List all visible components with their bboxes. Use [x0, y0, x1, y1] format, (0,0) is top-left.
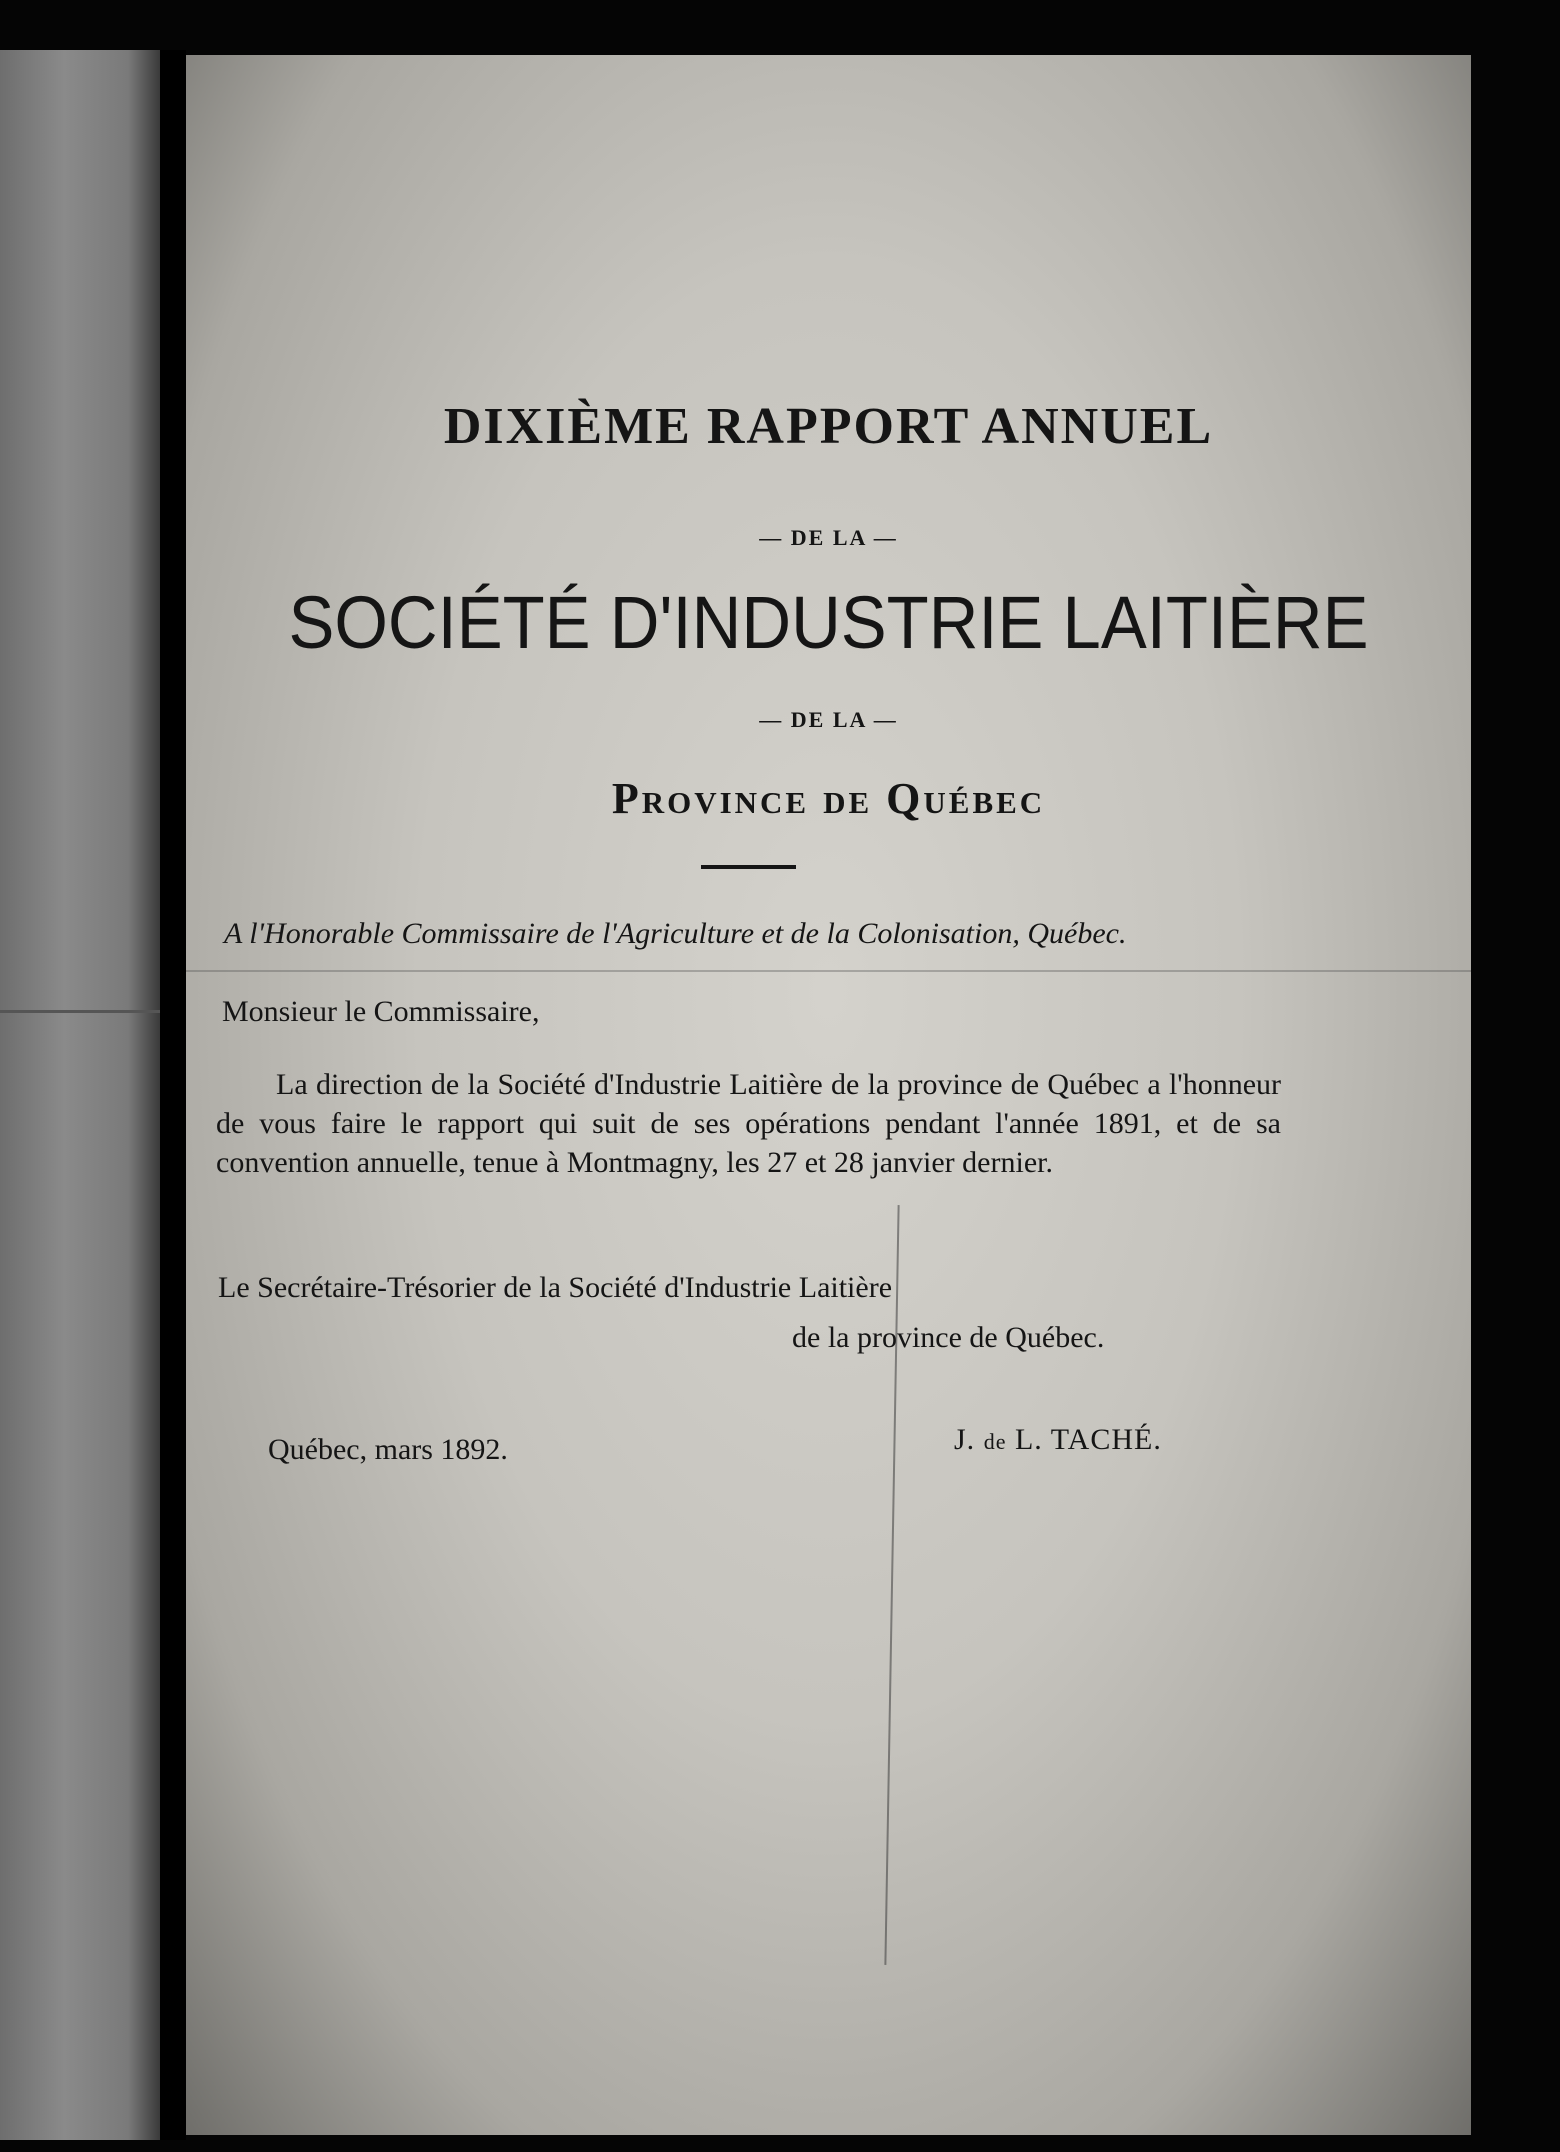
page-scratch — [884, 1205, 899, 1965]
addressee-line: A l'Honorable Commissaire de l'Agriculture et de la Colonisation, Québec. — [224, 917, 1127, 950]
left-page-edge — [0, 50, 160, 2140]
signer-initial: J. — [954, 1423, 976, 1456]
report-title: DIXIÈME RAPPORT ANNUEL — [443, 398, 1214, 455]
heading-rule — [701, 865, 796, 869]
page-crease — [186, 970, 1471, 972]
de-la-separator-1: — DE LA — — [759, 525, 898, 550]
signer-particle: de — [983, 1429, 1007, 1454]
body-paragraph — [216, 1065, 1281, 1182]
signature-title-line-2: de la province de Québec. — [792, 1321, 1105, 1354]
province-heading: Province de Québec — [611, 774, 1046, 823]
left-page-fold — [0, 1010, 160, 1013]
report-page — [186, 55, 1471, 2135]
book-gutter — [160, 50, 186, 2140]
signer-surname: L. TACHÉ. — [1014, 1423, 1162, 1456]
signature-title-line-1: Le Secrétaire-Trésorier de la Société d'Industrie Laitière — [218, 1271, 893, 1304]
de-la-separator-2: — DE LA — — [759, 707, 898, 732]
letter-date: Québec, mars 1892. — [268, 1433, 508, 1466]
society-name: SOCIÉTÉ D'INDUSTRIE LAITIÈRE — [288, 581, 1369, 664]
body-text: La direction de la Société d'Industrie Laitière de la province de Québec a l'honneur de vous faire le rapport qui suit de ses opérations pendant l'année 1891, et de sa convention annuelle, tenue à Montmagny, les 27 et 28 janvier dernier. — [216, 1068, 1281, 1179]
signer-name — [954, 1423, 1162, 1457]
greeting-line: Monsieur le Commissaire, — [222, 995, 540, 1028]
